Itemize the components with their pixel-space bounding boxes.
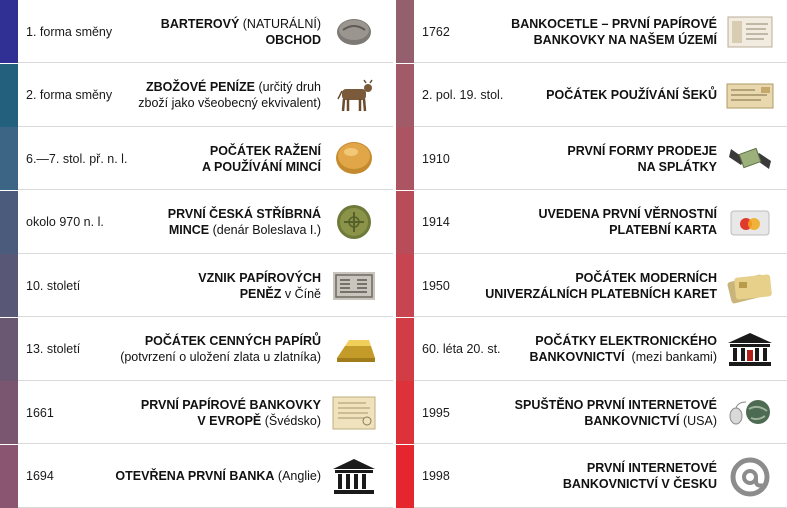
row-date: 1694 xyxy=(26,469,54,483)
color-bar xyxy=(0,127,18,190)
event-line xyxy=(197,413,321,429)
row-event xyxy=(567,127,717,190)
row-event xyxy=(141,381,321,444)
row-event xyxy=(161,0,321,63)
event-bold-text: BANKOVNICTVÍ xyxy=(584,413,680,428)
event-line xyxy=(535,333,717,349)
event-detail-text: (potvrzení o uložení zlata u zlatníka) xyxy=(120,350,321,364)
row-event xyxy=(563,445,717,508)
cheque-icon xyxy=(725,72,775,118)
event-line xyxy=(563,476,717,492)
timeline-row xyxy=(396,0,787,63)
gold-coin-icon xyxy=(329,135,379,181)
event-line xyxy=(120,349,321,365)
event-bold-text: PRVNÍ FORMY PRODEJE xyxy=(567,143,717,158)
row-date: 1914 xyxy=(422,215,450,229)
timeline-row xyxy=(0,64,393,127)
event-bold-text: A POUŽÍVÁNÍ MINCÍ xyxy=(202,159,321,174)
event-detail-text: (Anglie) xyxy=(274,469,321,483)
event-line xyxy=(138,95,321,111)
event-bold-text: PENĚZ xyxy=(239,286,282,301)
color-bar xyxy=(396,0,414,63)
old-banknote-icon xyxy=(329,389,379,435)
event-detail-text: (Švédsko) xyxy=(261,413,321,428)
event-bold-text: POČÁTEK CENNÝCH PAPÍRŮ xyxy=(144,334,321,348)
row-date: 6.—7. stol. př. n. l. xyxy=(26,151,128,166)
event-line xyxy=(168,206,321,222)
row-date: 1995 xyxy=(422,405,450,420)
timeline-row xyxy=(0,0,393,63)
event-bold-text: POČÁTEK MODERNÍCH xyxy=(575,270,717,285)
event-line xyxy=(515,397,717,413)
event-line xyxy=(146,79,321,95)
row-event xyxy=(515,381,717,444)
event-line xyxy=(529,349,717,365)
color-bar xyxy=(396,445,414,508)
row-event xyxy=(120,318,321,381)
row-date: 60. léta 20. st. xyxy=(422,342,501,356)
color-bar xyxy=(396,318,414,381)
silver-coin-icon xyxy=(329,8,379,54)
row-event xyxy=(202,127,321,190)
event-line xyxy=(145,333,321,349)
color-bar xyxy=(0,0,18,63)
row-date: 1998 xyxy=(422,469,450,483)
event-line xyxy=(538,206,717,222)
event-line xyxy=(546,87,717,103)
event-bold-text: POČÁTEK RAŽENÍ xyxy=(209,143,321,158)
event-bold-text: V EVROPĚ xyxy=(197,413,262,428)
color-bar xyxy=(396,254,414,317)
event-bold-text: NA SPLÁTKY xyxy=(637,159,717,174)
event-bold-text: UVEDENA PRVNÍ VĚRNOSTNÍ xyxy=(538,207,717,221)
event-line xyxy=(609,222,717,238)
event-bold-text: PLATEBNÍ KARTA xyxy=(609,223,717,237)
color-bar xyxy=(396,381,414,444)
event-bold-text: VZNIK PAPÍROVÝCH xyxy=(198,270,321,285)
event-line xyxy=(587,460,717,476)
row-date: 2. pol. 19. stol. xyxy=(422,88,504,102)
event-bold-text: BANKOVNICTVÍ xyxy=(529,350,625,364)
row-divider xyxy=(18,507,393,508)
timeline-row xyxy=(396,254,787,317)
bankocetle-icon xyxy=(725,8,775,54)
row-date: 2. forma směny xyxy=(26,88,113,102)
cards-icon xyxy=(725,262,775,308)
bank-building-icon xyxy=(329,453,379,499)
row-date: 1762 xyxy=(422,24,450,39)
timeline-row xyxy=(396,318,787,381)
event-line xyxy=(584,413,717,429)
event-bold-text: ZBOŽOVÉ PENÍZE xyxy=(145,80,255,94)
row-date: okolo 970 n. l. xyxy=(26,215,104,229)
event-bold-text: BANKOVNICTVÍ V ČESKU xyxy=(562,477,717,491)
event-line xyxy=(210,143,321,159)
timeline-row xyxy=(396,445,787,508)
at-sign-icon xyxy=(725,453,775,499)
right-timeline-column xyxy=(396,0,787,508)
timeline-row xyxy=(0,318,393,381)
row-event xyxy=(538,191,717,254)
timeline-row xyxy=(0,254,393,317)
row-date: 1910 xyxy=(422,151,450,166)
color-bar xyxy=(396,127,414,190)
row-date: 1661 xyxy=(26,405,54,420)
row-event xyxy=(115,445,321,508)
event-detail-text: (NATURÁLNÍ) xyxy=(239,16,321,31)
event-detail-text: (denár Boleslava I.) xyxy=(209,223,321,237)
event-line xyxy=(575,270,717,286)
color-bar xyxy=(0,254,18,317)
globe-mouse-icon xyxy=(725,389,775,435)
timeline-row xyxy=(396,191,787,254)
event-bold-text: PRVNÍ ČESKÁ STŘÍBRNÁ xyxy=(167,207,321,221)
handshake-money-icon xyxy=(725,135,775,181)
event-bold-text: OBCHOD xyxy=(265,32,321,47)
color-bar xyxy=(0,381,18,444)
event-line xyxy=(198,270,321,286)
row-date: 10. století xyxy=(26,278,81,293)
timeline-row xyxy=(0,381,393,444)
row-event xyxy=(198,254,321,317)
event-bold-text: OTEVŘENA PRVNÍ BANKA xyxy=(115,469,275,483)
event-bold-text: BANKOCETLE – PRVNÍ PAPÍROVÉ xyxy=(511,16,717,31)
event-detail-text: (určitý druh xyxy=(255,80,321,94)
event-bold-text: MINCE xyxy=(168,223,210,237)
event-line xyxy=(202,159,321,175)
bank-icon xyxy=(725,326,775,372)
color-bar xyxy=(0,191,18,254)
event-line xyxy=(567,143,717,159)
gold-bar-icon xyxy=(329,326,379,372)
row-event xyxy=(138,64,321,127)
event-line xyxy=(240,286,321,302)
event-line xyxy=(511,16,717,32)
row-date: 13. století xyxy=(26,342,81,356)
event-bold-text: BANKOVKY NA NAŠEM ÚZEMÍ xyxy=(533,32,717,47)
color-bar xyxy=(0,318,18,381)
event-bold-text: PRVNÍ PAPÍROVÉ BANKOVKY xyxy=(140,397,321,412)
event-line xyxy=(265,32,321,48)
timeline-row xyxy=(0,445,393,508)
color-bar xyxy=(0,445,18,508)
row-date: 1950 xyxy=(422,278,450,293)
row-event xyxy=(168,191,321,254)
timeline-row xyxy=(396,381,787,444)
event-bold-text: UNIVERZÁLNÍCH PLATEBNÍCH KARET xyxy=(485,286,717,301)
row-date: 1. forma směny xyxy=(26,24,113,39)
event-line xyxy=(141,397,321,413)
event-bold-text: SPUŠTĚNO PRVNÍ INTERNETOVÉ xyxy=(514,397,717,412)
color-bar xyxy=(396,64,414,127)
event-bold-text: POČÁTKY ELEKTRONICKÉHO xyxy=(535,334,717,348)
event-line xyxy=(485,286,717,302)
timeline-row xyxy=(396,64,787,127)
event-line xyxy=(115,468,321,484)
timeline-row xyxy=(0,127,393,190)
event-detail-text: v Číně xyxy=(281,286,321,301)
left-timeline-column xyxy=(0,0,393,508)
row-event xyxy=(485,254,717,317)
color-bar xyxy=(396,191,414,254)
chinese-note-icon xyxy=(329,262,379,308)
row-event xyxy=(529,318,717,381)
cow-icon xyxy=(329,72,379,118)
timeline-row xyxy=(396,127,787,190)
event-line xyxy=(534,32,717,48)
payment-card-icon xyxy=(725,199,775,245)
event-line xyxy=(169,222,321,238)
event-detail-text: (mezi bankami) xyxy=(624,350,717,364)
row-divider xyxy=(414,507,787,508)
event-detail-text: zboží jako všeobecný ekvivalent) xyxy=(138,96,321,110)
row-event xyxy=(546,64,717,127)
event-bold-text: PRVNÍ INTERNETOVÉ xyxy=(586,461,717,475)
event-line xyxy=(161,16,321,32)
denar-coin-icon xyxy=(329,199,379,245)
event-detail-text: (USA) xyxy=(679,413,717,428)
row-event xyxy=(511,0,717,63)
color-bar xyxy=(0,64,18,127)
event-bold-text: BARTEROVÝ xyxy=(160,16,240,31)
event-line xyxy=(638,159,717,175)
timeline-row xyxy=(0,191,393,254)
event-bold-text: POČÁTEK POUŽÍVÁNÍ ŠEKŮ xyxy=(546,88,717,102)
